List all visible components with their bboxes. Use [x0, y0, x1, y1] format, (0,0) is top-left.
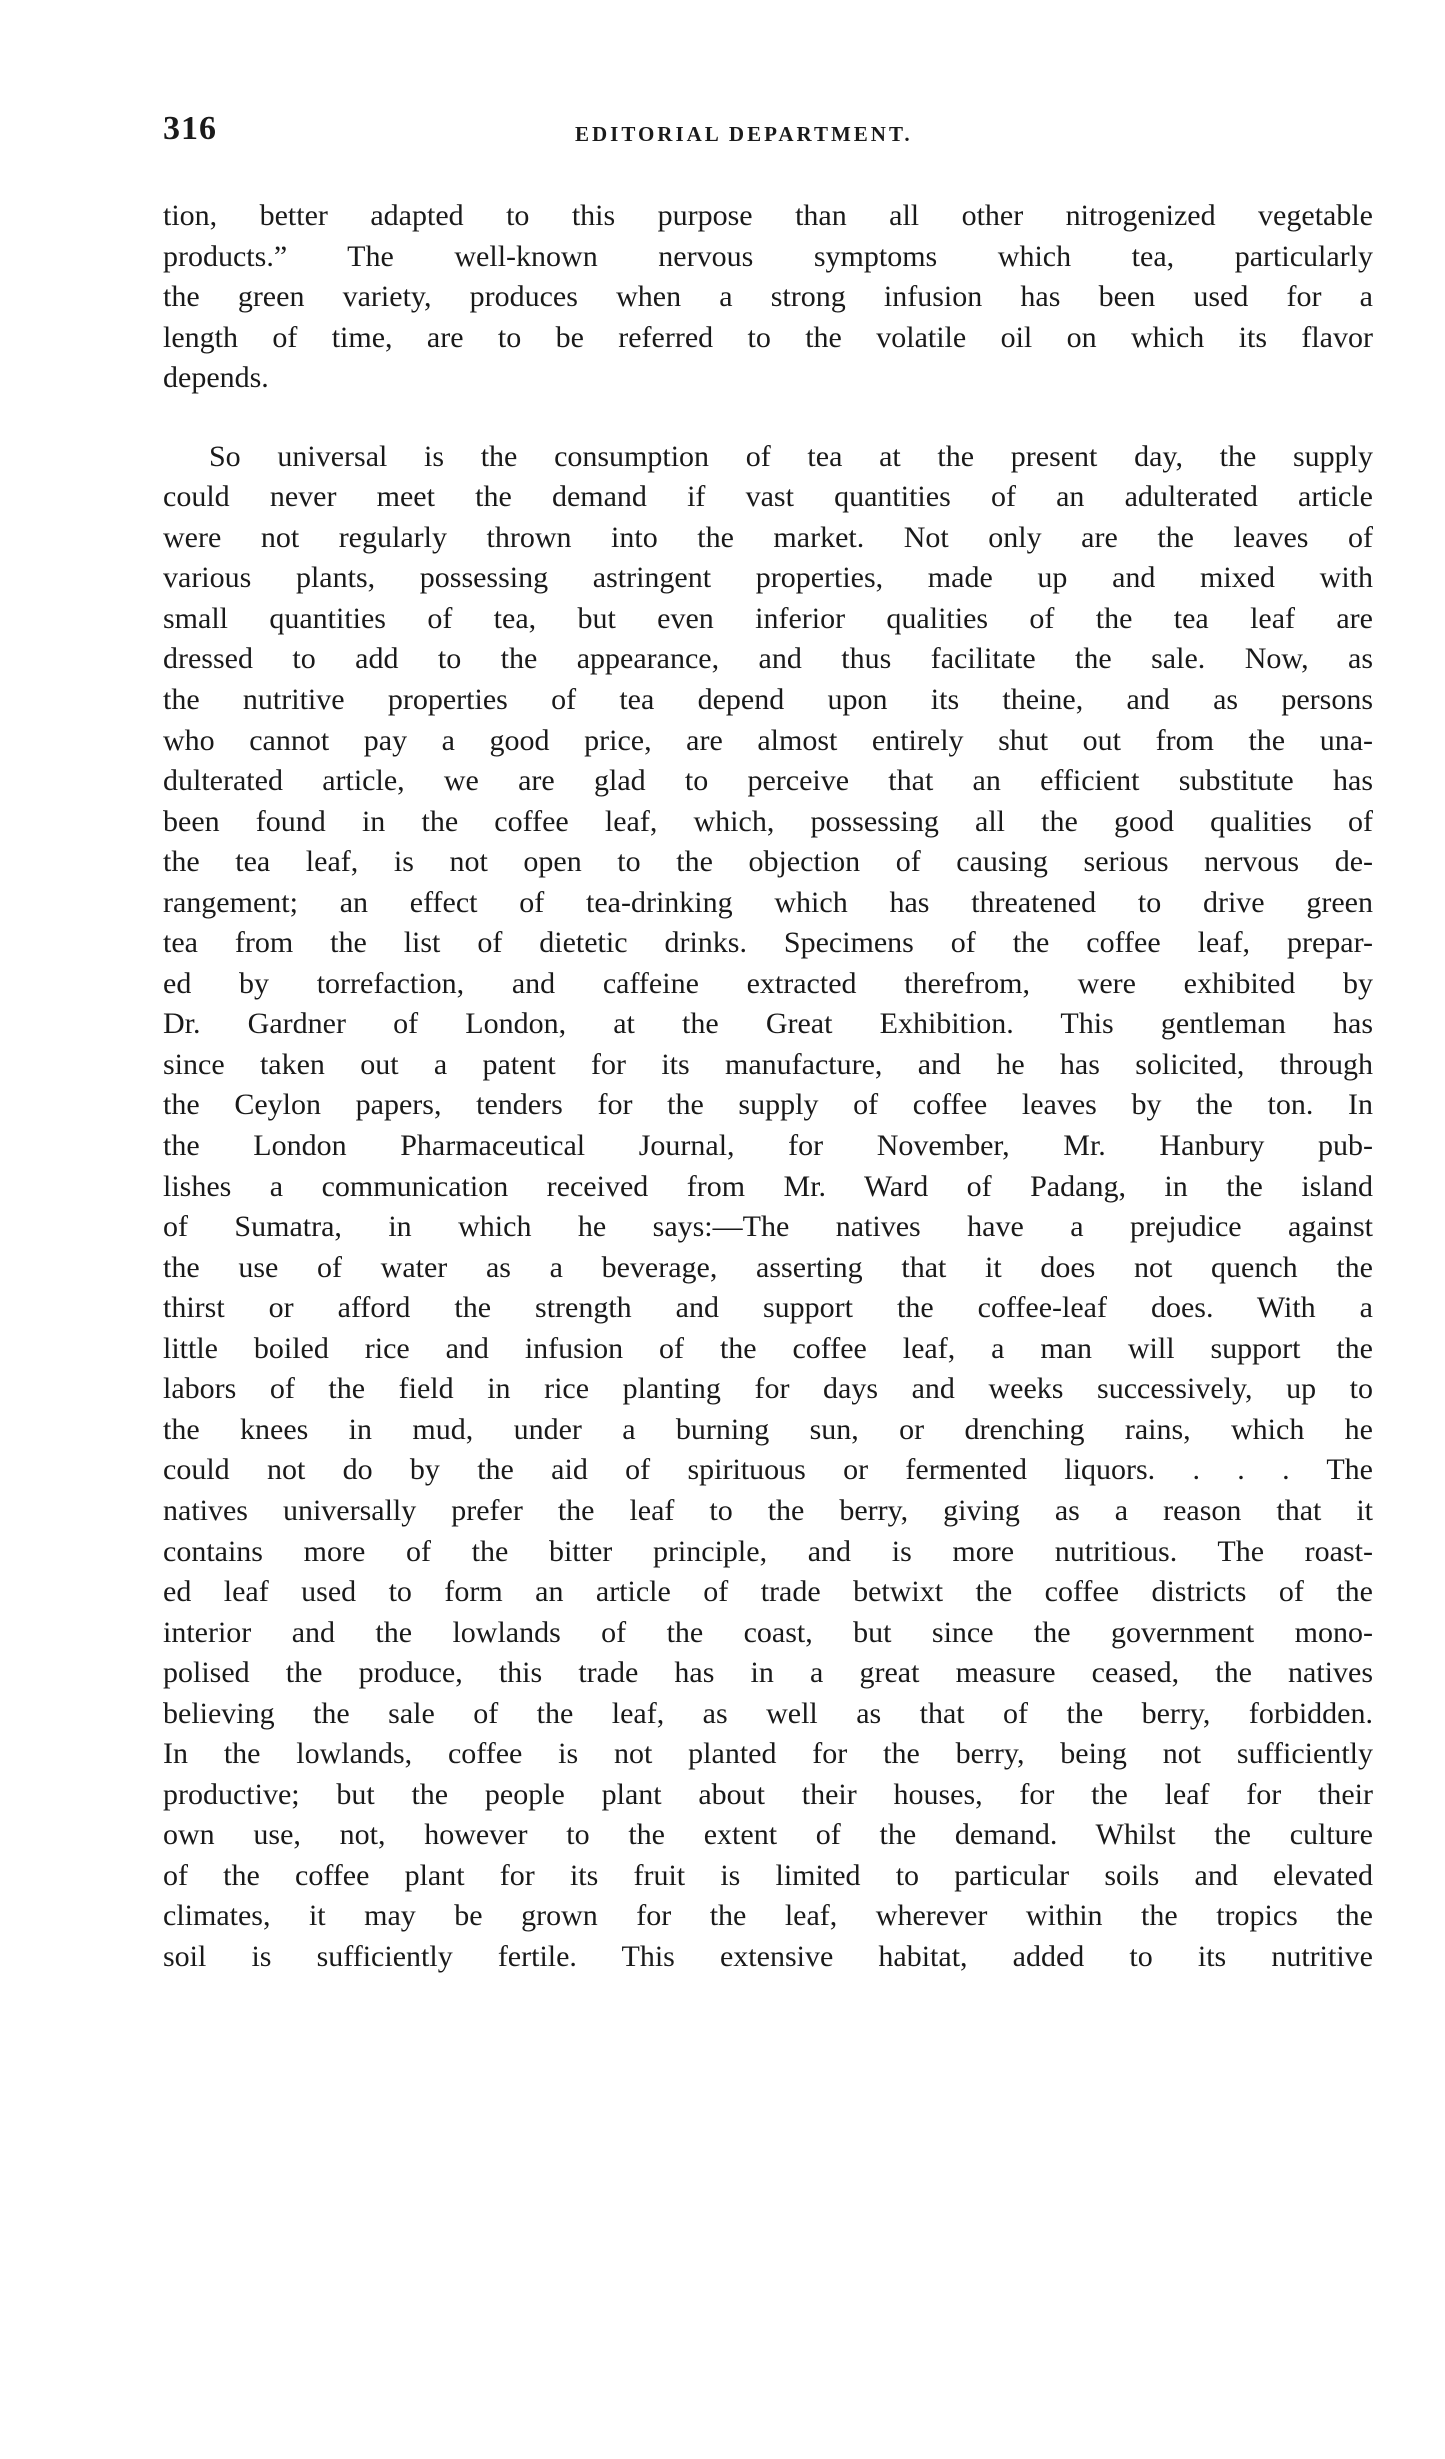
text-line: the use of water as a beverage, asserting that it does not quench the — [163, 1250, 1373, 1284]
running-head: EDITORIAL DEPARTMENT. — [575, 122, 913, 146]
text-line: soil is sufficiently fertile. This extensive habitat, added to its nutritive — [163, 1939, 1373, 1973]
text-line: of Sumatra, in which he says:—The natives have a prejudice against — [163, 1210, 1373, 1244]
text-line: could not do by the aid of spirituous or fermented liquors. . . . The — [163, 1453, 1373, 1487]
text-line: natives universally prefer the leaf to the berry, giving as a reason that it — [163, 1493, 1373, 1527]
text-line: lishes a communication received from Mr. Ward of Padang, in the island — [163, 1169, 1373, 1203]
text-line: various plants, possessing astringent properties, made up and mixed with — [163, 561, 1373, 595]
text-line: who cannot pay a good price, are almost entirely shut out from the una- — [163, 723, 1373, 757]
text-line: products.” The well-known nervous symptoms which tea, particularly — [163, 239, 1373, 273]
text-line: dressed to add to the appearance, and thus facilitate the sale. Now, as — [163, 642, 1373, 676]
text-line: been found in the coffee leaf, which, possessing all the good qualities of — [163, 804, 1373, 838]
text-line: labors of the field in rice planting for days and weeks successively, up to — [163, 1372, 1373, 1406]
paragraph-1 — [163, 196, 1373, 399]
text-line: depends. — [163, 361, 269, 395]
text-line: length of time, are to be referred to the volatile oil on which its flavor — [163, 320, 1373, 354]
text-line: the London Pharmaceutical Journal, for November, Mr. Hanbury pub- — [163, 1129, 1373, 1163]
text-line: own use, not, however to the extent of the demand. Whilst the culture — [163, 1818, 1373, 1852]
text-line: ed leaf used to form an article of trade betwixt the coffee districts of the — [163, 1575, 1373, 1609]
text-line: the Ceylon papers, tenders for the supply of coffee leaves by the ton. In — [163, 1088, 1373, 1122]
text-line: could never meet the demand if vast quantities of an adulterated article — [163, 480, 1373, 514]
text-line: tea from the list of dietetic drinks. Specimens of the coffee leaf, prepar- — [163, 926, 1373, 960]
text-line: the nutritive properties of tea depend upon its theine, and as persons — [163, 683, 1373, 717]
text-line: the knees in mud, under a burning sun, or drenching rains, which he — [163, 1412, 1373, 1446]
text-line: the green variety, produces when a strong infusion has been used for a — [163, 280, 1373, 314]
page-number: 316 — [163, 110, 217, 147]
text-line: tion, better adapted to this purpose than all other nitrogenized vegetable — [163, 199, 1373, 232]
text-line: were not regularly thrown into the market. Not only are the leaves of — [163, 520, 1373, 554]
text-line: since taken out a patent for its manufacture, and he has solicited, through — [163, 1047, 1373, 1081]
text-line: of the coffee plant for its fruit is limited to particular soils and elevated — [163, 1858, 1373, 1892]
text-line: little boiled rice and infusion of the coffee leaf, a man will support the — [163, 1331, 1373, 1365]
text-line: productive; but the people plant about their houses, for the leaf for their — [163, 1777, 1373, 1811]
text-line: thirst or afford the strength and support the coffee-leaf does. With a — [163, 1291, 1373, 1325]
body-text — [163, 196, 1373, 1978]
text-line: So universal is the consumption of tea at the present day, the supply — [209, 439, 1373, 473]
text-line: ed by torrefaction, and caffeine extracted therefrom, were exhibited by — [163, 966, 1373, 1000]
text-line: climates, it may be grown for the leaf, wherever within the tropics the — [163, 1899, 1373, 1933]
text-line: dulterated article, we are glad to perceive that an efficient substitute has — [163, 764, 1373, 798]
paragraph-2 — [163, 437, 1373, 1978]
text-line: rangement; an effect of tea-drinking which has threatened to drive green — [163, 885, 1373, 919]
text-line: polised the produce, this trade has in a great measure ceased, the natives — [163, 1656, 1373, 1690]
text-line: In the lowlands, coffee is not planted for the berry, being not sufficiently — [163, 1737, 1373, 1771]
text-line: contains more of the bitter principle, and is more nutritious. The roast- — [163, 1534, 1373, 1568]
page-header — [163, 110, 1373, 170]
text-line: small quantities of tea, but even inferior qualities of the tea leaf are — [163, 601, 1373, 635]
text-line: believing the sale of the leaf, as well as that of the berry, forbidden. — [163, 1696, 1373, 1730]
text-line: the tea leaf, is not open to the objection of causing serious nervous de- — [163, 845, 1373, 879]
text-line: Dr. Gardner of London, at the Great Exhibition. This gentleman has — [163, 1007, 1373, 1041]
text-line: interior and the lowlands of the coast, but since the government mono- — [163, 1615, 1373, 1649]
